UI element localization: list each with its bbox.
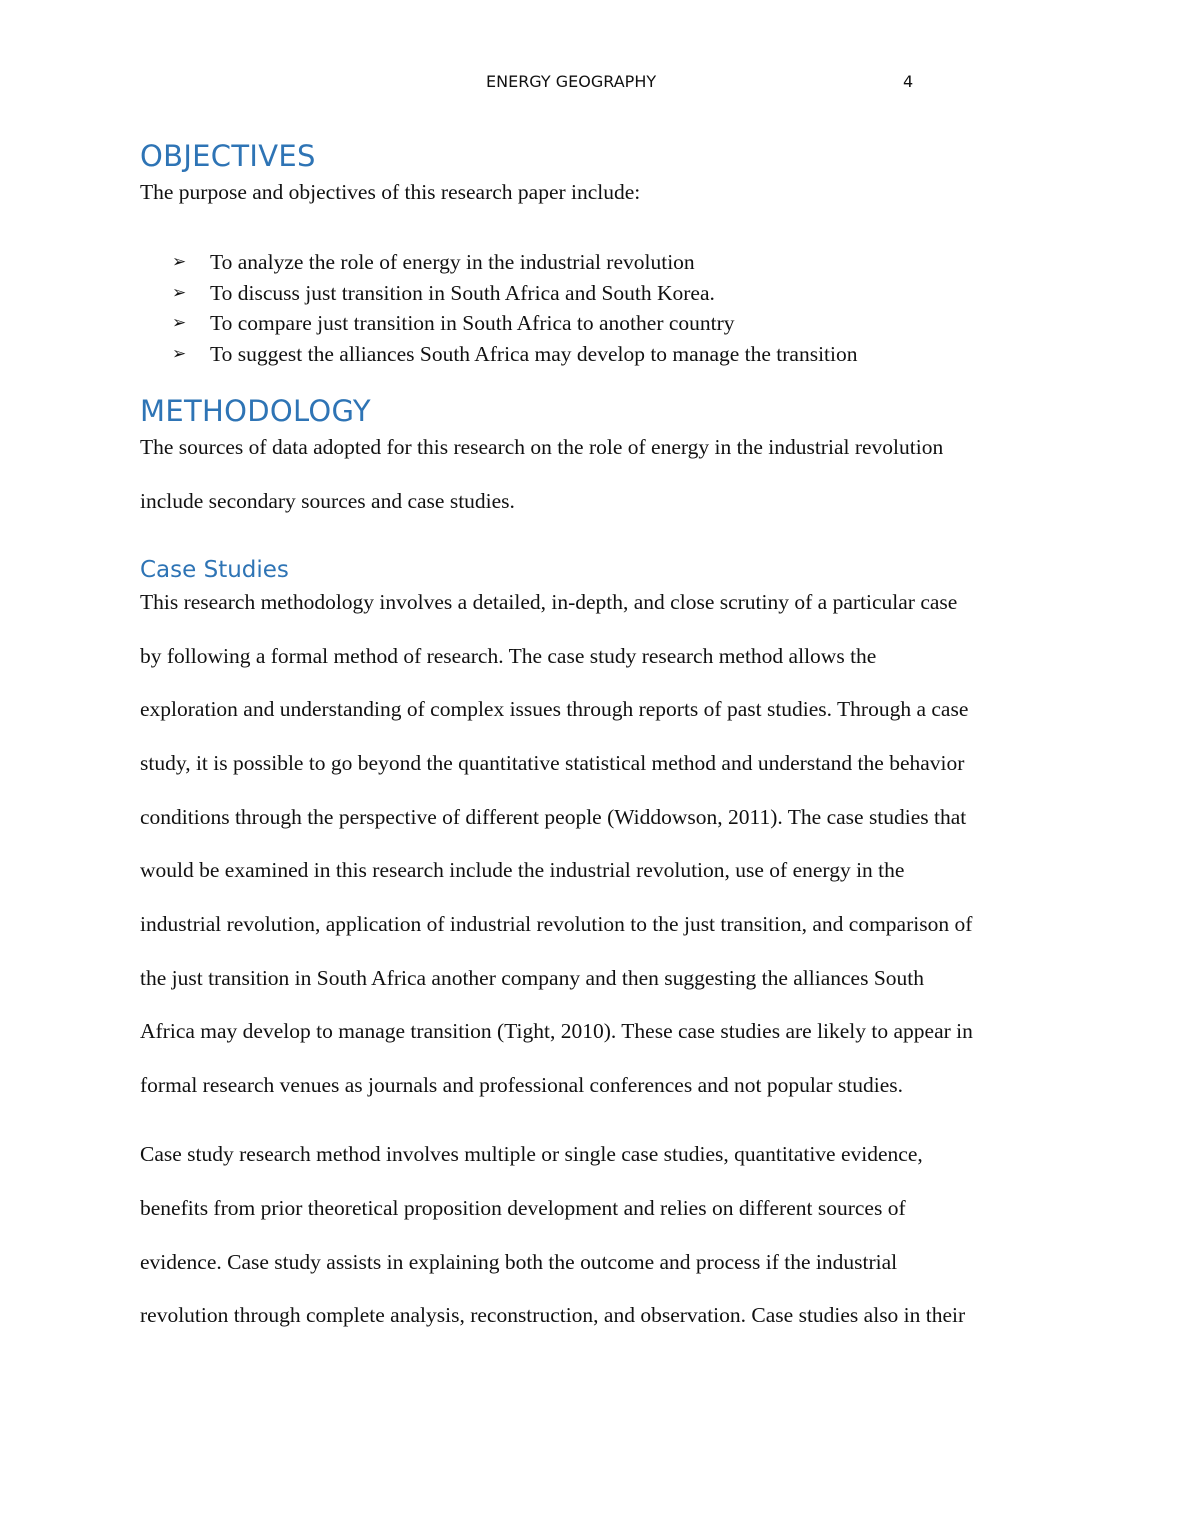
paragraph-line: conditions through the perspective of different people (Widdowson, 2011). The case studies that: [140, 805, 967, 829]
methodology-heading: METHODOLOGY: [140, 394, 371, 428]
paragraph-line: evidence. Case study assists in explaining both the outcome and process if the industrial: [140, 1250, 898, 1274]
list-item-text: To discuss just transition in South Africa and South Korea.: [210, 281, 715, 305]
objectives-intro: The purpose and objectives of this research paper include:: [140, 180, 641, 204]
arrow-bullet-icon: ➢: [172, 283, 187, 303]
arrow-bullet-icon: ➢: [172, 252, 187, 272]
paragraph-line: exploration and understanding of complex issues through reports of past studies. Through a case: [140, 697, 969, 721]
paragraph-line: the just transition in South Africa another company and then suggesting the alliances South: [140, 966, 925, 990]
paragraph-line: revolution through complete analysis, reconstruction, and observation. Case studies also in their: [140, 1303, 966, 1327]
paragraph-line: industrial revolution, application of industrial revolution to the just transition, and comparison of: [140, 912, 973, 936]
running-head: ENERGY GEOGRAPHY: [486, 72, 657, 91]
paragraph-line: by following a formal method of research. The case study research method allows the: [140, 644, 877, 668]
paragraph-line: Case study research method involves multiple or single case studies, quantitative evidence,: [140, 1142, 923, 1166]
paragraph-line: would be examined in this research include the industrial revolution, use of energy in the: [140, 858, 905, 882]
arrow-bullet-icon: ➢: [172, 344, 187, 364]
list-item-text: To compare just transition in South Africa to another country: [210, 311, 735, 335]
objectives-heading: OBJECTIVES: [140, 139, 316, 173]
arrow-bullet-icon: ➢: [172, 313, 187, 333]
page-number: 4: [903, 72, 914, 91]
paragraph-line: This research methodology involves a detailed, in-depth, and close scrutiny of a particular case: [140, 590, 958, 614]
list-item-text: To suggest the alliances South Africa may develop to manage the transition: [210, 342, 858, 366]
paragraph-line: study, it is possible to go beyond the quantitative statistical method and understand the behavior: [140, 751, 965, 775]
paragraph-line: benefits from prior theoretical proposition development and relies on different sources of: [140, 1196, 906, 1220]
list-item-text: To analyze the role of energy in the industrial revolution: [210, 250, 695, 274]
methodology-line: include secondary sources and case studies.: [140, 489, 515, 513]
paragraph-line: Africa may develop to manage transition (Tight, 2010). These case studies are likely to appear in: [140, 1019, 973, 1043]
paragraph-line: formal research venues as journals and professional conferences and not popular studies.: [140, 1073, 903, 1097]
methodology-line: The sources of data adopted for this research on the role of energy in the industrial revolution: [140, 435, 944, 459]
case-studies-heading: Case Studies: [140, 557, 289, 583]
